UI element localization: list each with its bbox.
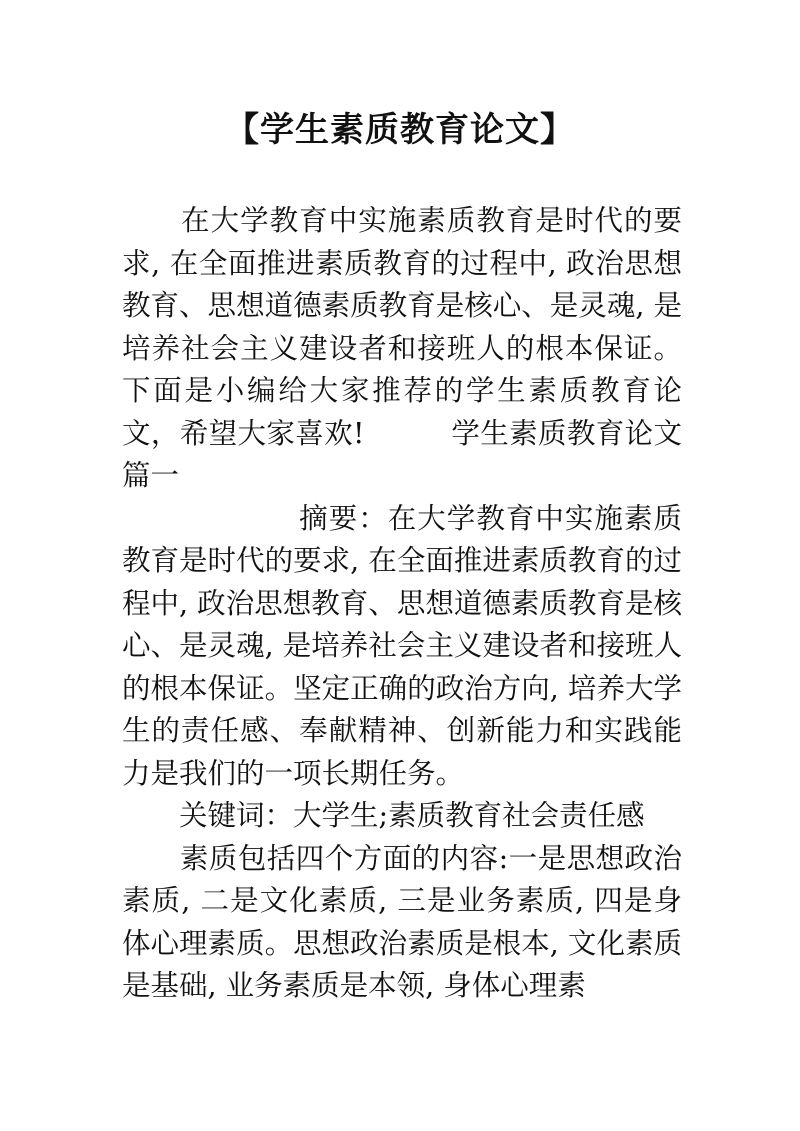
paragraph-intro: 在大学教育中实施素质教育是时代的要求, 在全面推进素质教育的过程中, 政治思想教育、思想道德素质教育是核心、是灵魂, 是培养社会主义建设者和接班人的根本保证。下面是小编给大家推荐的学生素质教育论文，希望大家喜欢! 学生素质教育论文篇一 bbox=[122, 204, 682, 492]
paragraph-keywords: 关键词：大学生;素质教育社会责任感 bbox=[122, 799, 645, 832]
paragraph-abstract: 摘要：在大学教育中实施素质教育是时代的要求, 在全面推进素质教育的过程中, 政治思想教育、思想道德素质教育是核心、是灵魂, 是培养社会主义建设者和接班人的根本保证。坚定正确的政治方向, 培养大学生的责任感、奉献精神、创新能力和实践能力是我们的一项长期任务。 bbox=[122, 501, 682, 790]
paragraph-body: 素质包括四个方面的内容:一是思想政治素质, 二是文化素质, 三是业务素质, 四是身体心理素质。思想政治素质是根本, 文化素质是基础, 业务素质是本领, 身体心理素 bbox=[122, 841, 682, 1002]
document-title: 【学生素质教育论文】 bbox=[225, 110, 575, 150]
document-body bbox=[122, 200, 682, 1008]
